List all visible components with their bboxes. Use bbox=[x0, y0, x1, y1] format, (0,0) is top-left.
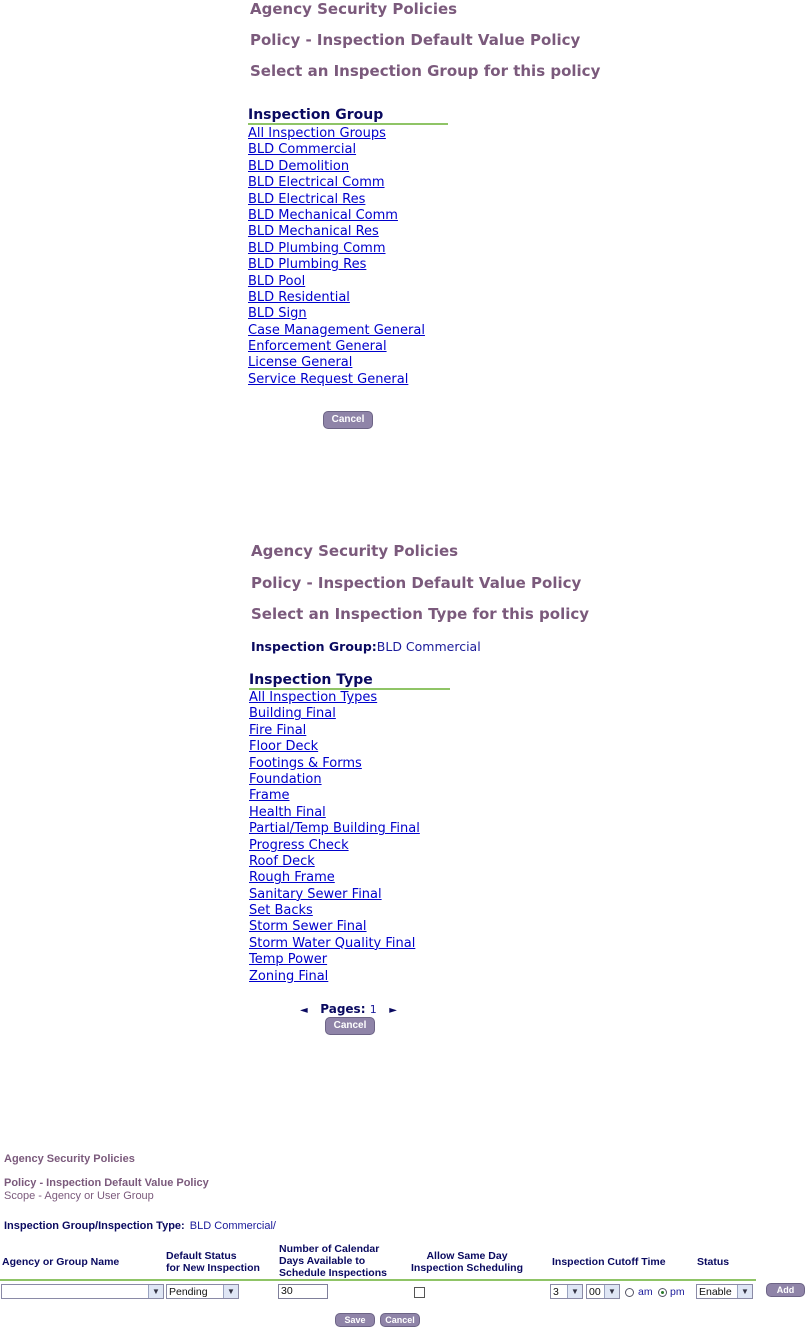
column-header-cutoff-time: Inspection Cutoff Time bbox=[552, 1256, 666, 1268]
header-line: Number of Calendar bbox=[279, 1243, 380, 1255]
agency-group-select[interactable] bbox=[1, 1284, 164, 1299]
page-title: Agency Security Policies bbox=[4, 1153, 135, 1165]
inspection-type-link[interactable]: Storm Sewer Final bbox=[249, 919, 367, 935]
inspection-group-link[interactable]: BLD Sign bbox=[248, 306, 307, 322]
chevron-down-icon: ▼ bbox=[604, 1285, 619, 1298]
chevron-down-icon: ▼ bbox=[567, 1285, 582, 1298]
list-item bbox=[249, 821, 420, 837]
selected-type-line bbox=[4, 1214, 276, 1233]
inspection-type-link[interactable]: Health Final bbox=[249, 804, 326, 820]
list-item bbox=[248, 208, 425, 224]
status-select[interactable] bbox=[696, 1284, 753, 1299]
chevron-down-icon: ▼ bbox=[223, 1285, 238, 1298]
pager-label: Pages: bbox=[320, 1002, 366, 1016]
inspection-group-link[interactable]: BLD Residential bbox=[248, 289, 350, 305]
list-item bbox=[248, 290, 425, 306]
inspection-type-link[interactable]: Rough Frame bbox=[249, 870, 335, 886]
header-line: Inspection Scheduling bbox=[411, 1262, 524, 1274]
cancel-button[interactable]: Cancel bbox=[323, 411, 373, 429]
list-item bbox=[249, 772, 420, 788]
inspection-type-link[interactable]: Sanitary Sewer Final bbox=[249, 886, 382, 902]
inspection-group-list bbox=[248, 126, 425, 388]
header-line: Days Available to bbox=[279, 1255, 366, 1267]
column-header-inspection-type: Inspection Type bbox=[249, 672, 373, 688]
list-item bbox=[248, 355, 425, 371]
column-header-status: Status bbox=[697, 1256, 730, 1268]
column-header-agency: Agency or Group Name bbox=[2, 1256, 120, 1268]
inspection-type-link[interactable]: Progress Check bbox=[249, 837, 349, 853]
list-item bbox=[248, 224, 425, 240]
inspection-group-link[interactable]: BLD Mechanical Res bbox=[248, 224, 379, 240]
list-item bbox=[248, 257, 425, 273]
inspection-group-link[interactable]: BLD Electrical Res bbox=[248, 191, 366, 207]
inspection-group-link[interactable]: BLD Pool bbox=[248, 273, 306, 289]
page-title: Agency Security Policies bbox=[250, 0, 458, 18]
inspection-group-link[interactable]: BLD Electrical Comm bbox=[248, 175, 385, 191]
inspection-type-link[interactable]: Building Final bbox=[249, 706, 336, 722]
scope-text: Scope - Agency or User Group bbox=[4, 1190, 154, 1202]
cutoff-minute-select[interactable] bbox=[586, 1284, 620, 1299]
instruction-text: Select an Inspection Type for this policy bbox=[251, 605, 590, 623]
inspection-group-link[interactable]: BLD Demolition bbox=[248, 158, 350, 174]
inspection-group-link[interactable]: License General bbox=[248, 355, 353, 371]
same-day-checkbox[interactable] bbox=[414, 1287, 425, 1298]
list-item bbox=[249, 805, 420, 821]
pm-label: pm bbox=[670, 1286, 685, 1298]
header-line: Default Status bbox=[166, 1250, 237, 1262]
chevron-down-icon: ▼ bbox=[148, 1285, 163, 1298]
inspection-type-link[interactable]: Temp Power bbox=[249, 952, 328, 968]
default-status-value: Pending bbox=[169, 1286, 208, 1298]
list-item bbox=[249, 887, 420, 903]
list-item bbox=[249, 706, 420, 722]
policy-title: Policy - Inspection Default Value Policy bbox=[4, 1177, 209, 1189]
inspection-group-link[interactable]: Enforcement General bbox=[248, 339, 387, 355]
list-item bbox=[249, 739, 420, 755]
inspection-group-link[interactable]: BLD Commercial bbox=[248, 142, 357, 158]
list-item bbox=[249, 854, 420, 870]
inspection-type-link[interactable]: Floor Deck bbox=[249, 739, 319, 755]
page-title: Agency Security Policies bbox=[251, 542, 459, 560]
list-item bbox=[249, 919, 420, 935]
list-item bbox=[249, 838, 420, 854]
cutoff-minute-value: 00 bbox=[589, 1286, 601, 1298]
policy-title: Policy - Inspection Default Value Policy bbox=[250, 31, 581, 49]
list-item bbox=[249, 690, 420, 706]
cutoff-hour-select[interactable] bbox=[550, 1284, 583, 1299]
inspection-type-link[interactable]: Fire Final bbox=[249, 722, 307, 738]
am-radio[interactable] bbox=[625, 1288, 634, 1297]
inspection-type-link[interactable]: Storm Water Quality Final bbox=[249, 935, 416, 951]
list-item bbox=[248, 192, 425, 208]
inspection-type-link[interactable]: Frame bbox=[249, 788, 290, 804]
inspection-group-label: Inspection Group: bbox=[251, 639, 377, 654]
header-line: for New Inspection bbox=[166, 1262, 260, 1274]
calendar-days-input[interactable]: 30 bbox=[278, 1284, 328, 1299]
cancel-button[interactable]: Cancel bbox=[325, 1017, 375, 1035]
column-header-same-day bbox=[411, 1250, 523, 1274]
cutoff-hour-value: 3 bbox=[553, 1286, 559, 1298]
column-header-inspection-group: Inspection Group bbox=[248, 107, 384, 123]
table-header-underline bbox=[0, 1279, 756, 1281]
add-button[interactable]: Add bbox=[766, 1283, 805, 1297]
list-item bbox=[248, 274, 425, 290]
inspection-type-link[interactable]: Footings & Forms bbox=[249, 755, 362, 771]
inspection-type-value: BLD Commercial/ bbox=[189, 1220, 276, 1232]
list-item bbox=[249, 952, 420, 968]
save-button[interactable]: Save bbox=[335, 1313, 375, 1327]
status-value: Enable bbox=[699, 1286, 732, 1298]
inspection-type-link[interactable]: Set Backs bbox=[249, 903, 313, 919]
list-item bbox=[248, 126, 425, 142]
inspection-group-link[interactable]: Case Management General bbox=[248, 322, 425, 338]
inspection-type-link[interactable]: Foundation bbox=[249, 771, 322, 787]
header-line: Allow Same Day bbox=[426, 1250, 508, 1262]
list-item bbox=[249, 870, 420, 886]
inspection-type-link[interactable]: Partial/Temp Building Final bbox=[249, 821, 420, 837]
inspection-type-link[interactable]: Roof Deck bbox=[249, 853, 315, 869]
list-item bbox=[248, 339, 425, 355]
arrow-left-icon[interactable]: ◄ bbox=[300, 1005, 308, 1016]
arrow-right-icon[interactable]: ► bbox=[389, 1005, 397, 1016]
pager bbox=[300, 1002, 397, 1016]
instruction-text: Select an Inspection Group for this policy bbox=[250, 62, 601, 80]
inspection-group-link[interactable]: All Inspection Groups bbox=[248, 126, 386, 141]
column-header-underline bbox=[248, 123, 448, 125]
page-number[interactable]: 1 bbox=[369, 1003, 377, 1016]
inspection-type-label: Inspection Group/Inspection Type: bbox=[4, 1220, 185, 1232]
default-status-select[interactable] bbox=[166, 1284, 239, 1299]
list-item bbox=[249, 969, 420, 985]
column-header-default-status bbox=[166, 1250, 260, 1274]
inspection-type-list bbox=[249, 690, 420, 985]
inspection-group-value: BLD Commercial bbox=[376, 639, 481, 654]
list-item bbox=[248, 372, 425, 388]
policy-title: Policy - Inspection Default Value Policy bbox=[251, 574, 582, 592]
list-item bbox=[248, 142, 425, 158]
list-item bbox=[248, 159, 425, 175]
pm-radio[interactable] bbox=[658, 1288, 667, 1297]
am-label: am bbox=[638, 1286, 653, 1298]
inspection-group-link[interactable]: Service Request General bbox=[248, 371, 409, 387]
cancel-button[interactable]: Cancel bbox=[380, 1313, 420, 1327]
inspection-group-link[interactable]: BLD Plumbing Comm bbox=[248, 240, 386, 256]
header-line: Schedule Inspections bbox=[279, 1267, 387, 1279]
selected-group-line bbox=[251, 636, 481, 655]
list-item bbox=[248, 306, 425, 322]
inspection-type-link[interactable]: Zoning Final bbox=[249, 968, 329, 984]
inspection-group-link[interactable]: BLD Plumbing Res bbox=[248, 257, 367, 273]
list-item bbox=[248, 323, 425, 339]
list-item bbox=[248, 175, 425, 191]
list-item bbox=[249, 756, 420, 772]
chevron-down-icon: ▼ bbox=[737, 1285, 752, 1298]
list-item bbox=[249, 723, 420, 739]
column-header-calendar-days bbox=[279, 1243, 387, 1279]
list-item bbox=[249, 936, 420, 952]
list-item bbox=[249, 903, 420, 919]
inspection-type-link[interactable]: All Inspection Types bbox=[249, 690, 378, 705]
inspection-group-link[interactable]: BLD Mechanical Comm bbox=[248, 207, 398, 223]
list-item bbox=[248, 241, 425, 257]
list-item bbox=[249, 788, 420, 804]
